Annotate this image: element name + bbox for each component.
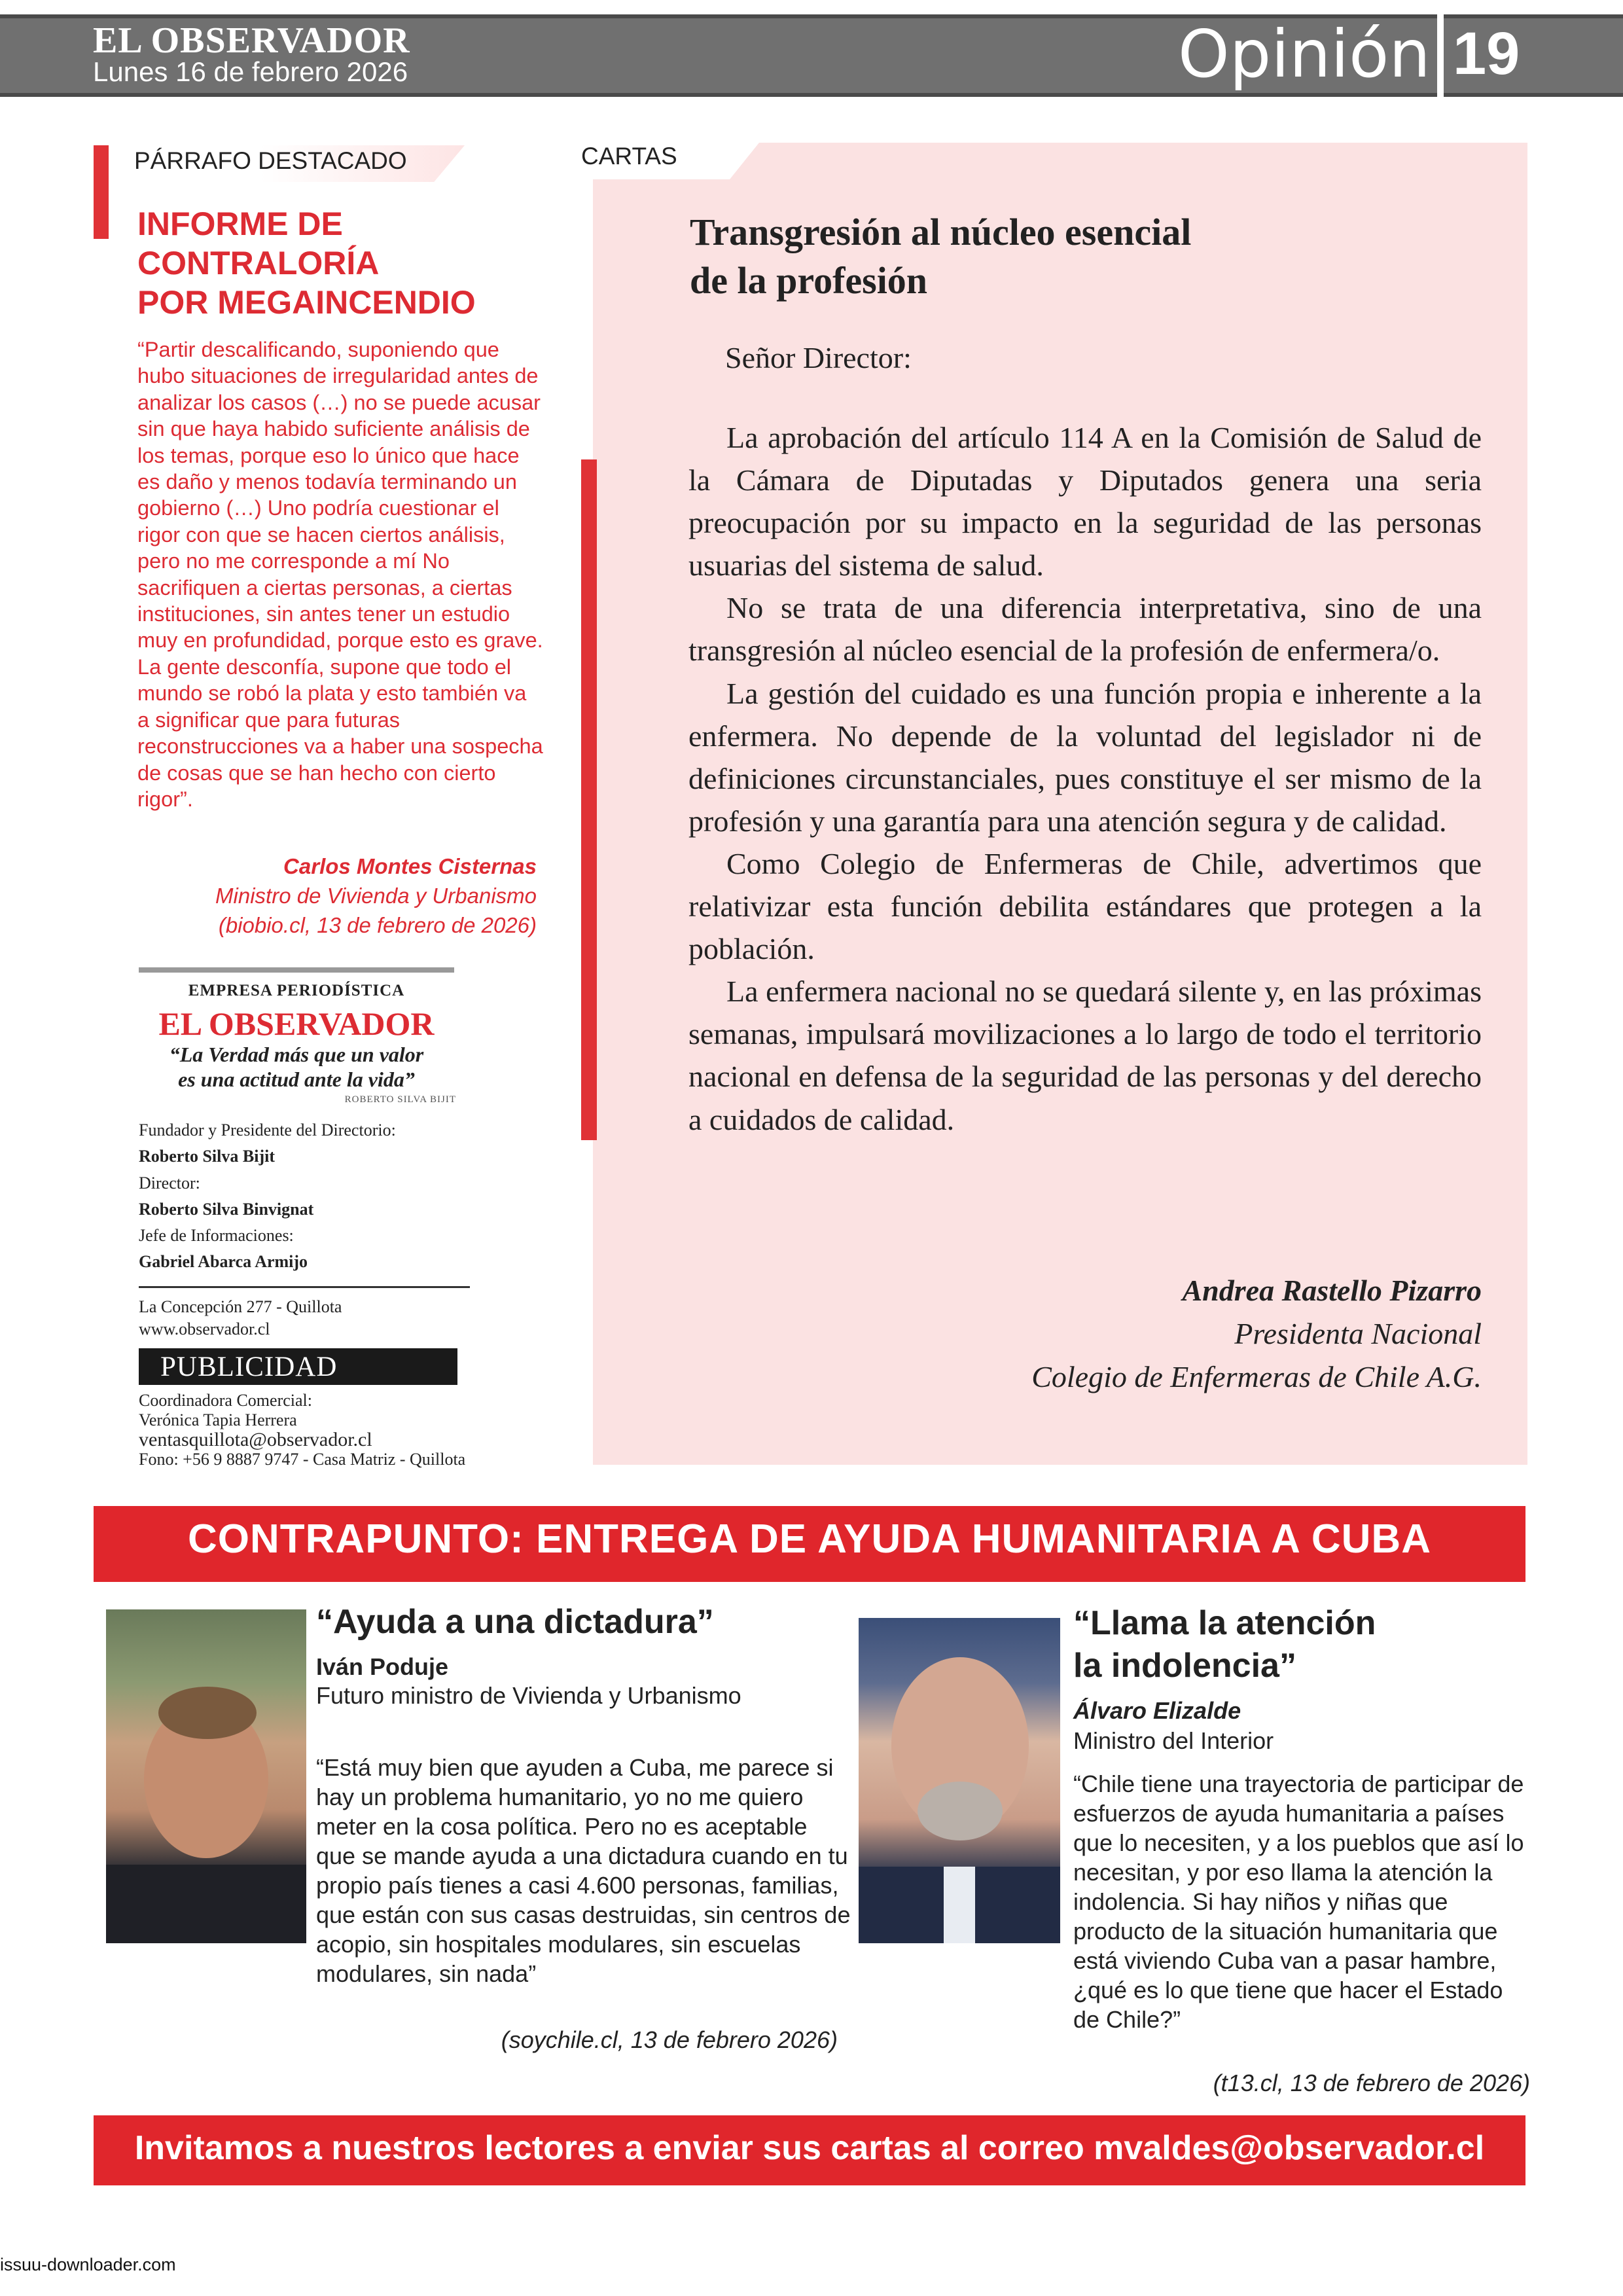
section-name: Opinión [1178, 16, 1431, 92]
imprint-motto-line: “La Verdad más que un valor [169, 1043, 424, 1066]
imprint-motto [139, 1042, 454, 1092]
highlight-tag: PÁRRAFO DESTACADO [134, 147, 407, 174]
letter-paragraph: La enfermera nacional no se quedará silente y, en las próximas semanas, impulsará movilizaciones a lo largo de todo el territorio nacional en defensa de la seguridad de las personas y del derecho a cuidados de calidad. [688, 975, 1482, 1136]
imprint-divider-2 [139, 1286, 470, 1288]
portrait-jacket [106, 1865, 306, 1943]
page-number-divider [1437, 14, 1444, 97]
opinion-author: Iván Poduje [316, 1653, 449, 1680]
issue-date: Lunes 16 de febrero 2026 [93, 56, 408, 87]
letter-paragraph: La aprobación del artículo 114 A en la Comisión de Salud de la Cámara de Diputadas y Diputados genera una seria preocupación por su impacto en la seguridad de las personas usuarias del sistema de salud. [688, 421, 1482, 583]
ads-label: PUBLICIDAD [160, 1352, 338, 1382]
highlight-author-role: Ministro de Vivienda y Urbanismo [215, 884, 537, 908]
letter-body [688, 416, 1482, 1141]
letter-tag: CARTAS [581, 143, 677, 170]
opinion-title: “Ayuda a una dictadura” [316, 1603, 714, 1641]
imprint-motto-line: es una actitud ante la vida” [178, 1067, 415, 1091]
contrapunto-title: CONTRAPUNTO: ENTREGA DE AYUDA HUMANITARIA A CUBA [188, 1516, 1431, 1562]
opinion-title-line: “Llama la atención [1073, 1604, 1376, 1642]
staff-name: Roberto Silva Bijit [139, 1147, 275, 1166]
portrait-beard [918, 1782, 1003, 1840]
portrait-alvaro-elizalde [859, 1618, 1060, 1943]
portrait-hair [158, 1687, 257, 1739]
opinion-title-line: la indolencia” [1073, 1647, 1296, 1685]
page-number: 19 [1453, 20, 1520, 87]
imprint-motto-author: ROBERTO SILVA BIJIT [344, 1094, 456, 1105]
ads-contact [139, 1391, 465, 1469]
staff-role: Director: [139, 1174, 200, 1193]
letter-accent-bar [581, 459, 597, 1140]
opinion-quote: “Está muy bien que ayuden a Cuba, me parece si hay un problema humanitario, yo no me quiero meter en la cosa política. Pero no es aceptable que se mande ayuda a una dictadura cuando en tu propio país tienes a casi 4.600 personas, familias, que están con sus casas destruidas, sin centros de acopio, sin hospitales modulares, sin escuelas modulares, sin nada” [316, 1754, 851, 1987]
ads-phone: Fono: +56 9 8887 9747 - Casa Matriz - Quillota [139, 1450, 466, 1469]
highlight-title [137, 204, 504, 322]
opinion-author: Álvaro Elizalde [1073, 1697, 1241, 1724]
opinion-title [1073, 1602, 1518, 1687]
imprint-website[interactable]: www.observador.cl [139, 1319, 270, 1338]
imprint-paper-name: EL OBSERVADOR [158, 1005, 435, 1042]
staff-name: Gabriel Abarca Armijo [139, 1252, 308, 1271]
highlight-title-line: INFORME DE [137, 206, 343, 242]
invitation-text[interactable]: Invitamos a nuestros lectores a enviar sus cartas al correo mvaldes@observador.cl [134, 2129, 1485, 2167]
highlight-source: (biobio.cl, 13 de febrero de 2026) [218, 913, 537, 937]
staff-role: Jefe de Informaciones: [139, 1226, 294, 1245]
portrait-shirt [944, 1867, 975, 1943]
portrait-ivan-poduje [106, 1609, 306, 1943]
ads-email[interactable]: ventasquillota@observador.cl [139, 1429, 372, 1450]
letter-paragraph: La gestión del cuidado es una función propia e inherente a la enfermera. No depende de la voluntad del legislador ni de definiciones circunstanciales, pues constituye el ser mismo de la profesión y una garantía para una atención segura y de calidad. [688, 676, 1482, 838]
letter-title-line: de la profesión [690, 259, 928, 302]
paper-name: EL OBSERVADOR [93, 20, 410, 61]
opinion-author-role: Futuro ministro de Vivienda y Urbanismo [316, 1682, 741, 1709]
letter-paragraph: No se trata de una diferencia interpretativa, sino de una transgresión al núcleo esencial de la profesión de enfermera/o. [688, 591, 1482, 668]
highlight-quote: “Partir descalificando, suponiendo que hubo situaciones de irregularidad antes de analizar los casos (…) no se puede acusar sin que haya habido suficiente análisis de los temas, porque eso lo único que hace es daño y menos todavía terminando un gobierno (…) Uno podría cuestionar el rigor con que se hacen ciertos análisis, pero no me corresponde a mí No sacrifiquen a ciertas personas, a ciertas instituciones, sin antes tener un estudio muy en profundidad, porque esto es grave. La gente desconfía, supone que todo el mundo se robó la plata y esto también va a significar que para futuras reconstrucciones va a haber una sospecha de cosas que se han hecho con cierto rigor”. [137, 338, 543, 811]
highlight-accent-bar [94, 145, 109, 239]
ads-role: Coordinadora Comercial: [139, 1391, 312, 1410]
letter-title [690, 208, 1475, 305]
highlight-title-line: POR MEGAINCENDIO [137, 284, 476, 321]
letter-author: Andrea Rastello Pizarro [1182, 1274, 1482, 1307]
highlight-author: Carlos Montes Cisternas [283, 854, 537, 878]
highlight-title-line: CONTRALORÍA [137, 245, 380, 281]
imprint-address: La Concepción 277 - Quillota [139, 1297, 342, 1316]
imprint-divider [139, 967, 454, 973]
staff-name: Roberto Silva Binvignat [139, 1200, 314, 1219]
letter-author-role: Presidenta Nacional [1234, 1317, 1482, 1350]
letter-title-line: Transgresión al núcleo esencial [690, 211, 1192, 253]
imprint-label: EMPRESA PERIODÍSTICA [188, 982, 405, 999]
opinion-source: (t13.cl, 13 de febrero de 2026) [1213, 2070, 1530, 2096]
letter-organization: Colegio de Enfermeras de Chile A.G. [1031, 1360, 1482, 1393]
staff-role: Fundador y Presidente del Directorio: [139, 1121, 396, 1139]
letter-paragraph: Como Colegio de Enfermeras de Chile, advertimos que relativizar esta función debilita estándares que protegen a la población. [688, 846, 1482, 966]
opinion-source: (soychile.cl, 13 de febrero 2026) [501, 2026, 838, 2053]
letter-greeting: Señor Director: [725, 341, 912, 374]
opinion-quote: “Chile tiene una trayectoria de participar de esfuerzos de ayuda humanitaria a países que lo necesiten, y a los pueblos que así lo necesitan, y por eso llama la atención la indolencia. Si hay niños y niñas que producto de la situación humanitaria que está viviendo Cuba van a pasar hambre, ¿qué es lo que tiene que hacer el Estado de Chile?” [1073, 1770, 1524, 2033]
imprint-address-block [139, 1296, 342, 1340]
opinion-author-role: Ministro del Interior [1073, 1727, 1274, 1754]
watermark: issuu-downloader.com [0, 2255, 176, 2274]
ads-name: Verónica Tapia Herrera [139, 1410, 297, 1429]
